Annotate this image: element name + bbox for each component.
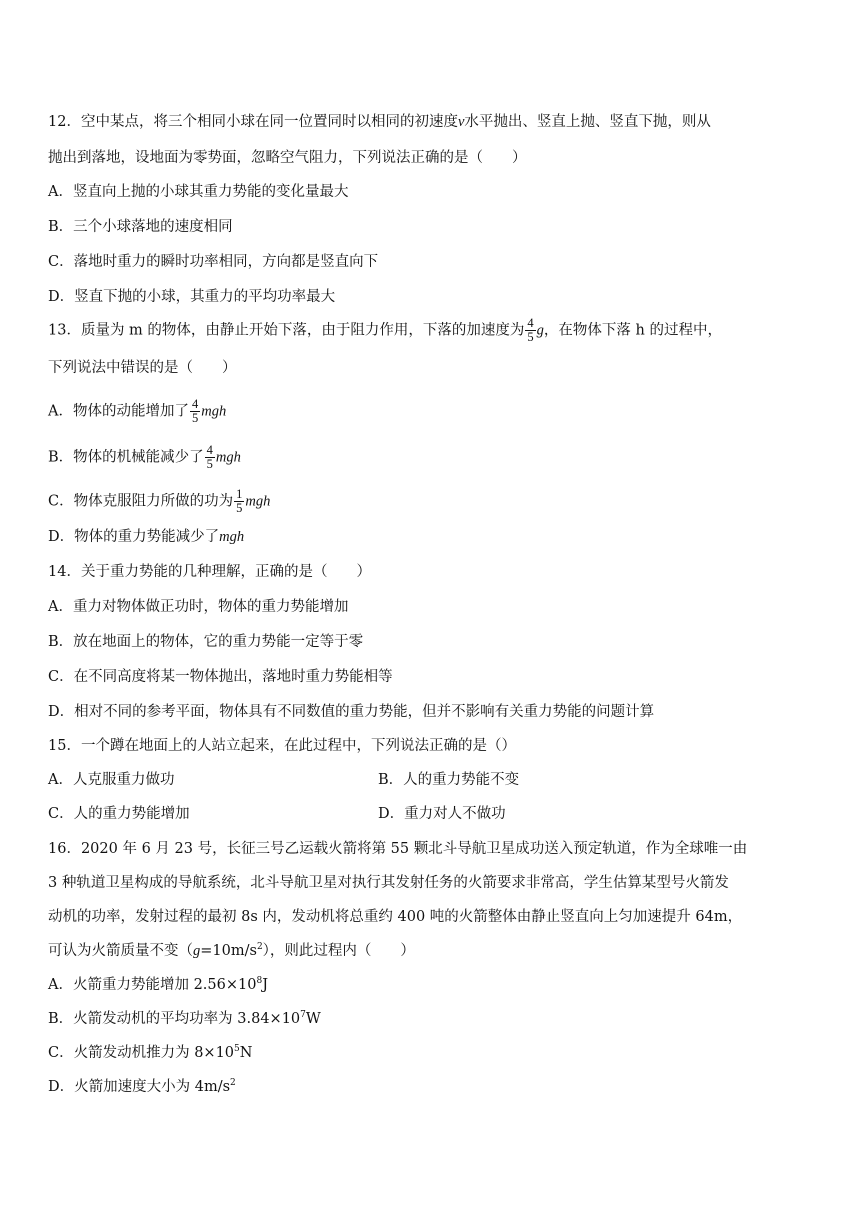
q13-option-a: A．物体的动能增加了 $\frac{4}{5}$ mgh bbox=[48, 397, 227, 425]
q14-option-d: D．相对不同的参考平面，物体具有不同数值的重力势能，但并不影响有关重力势能的问题计算 bbox=[48, 704, 655, 720]
q13-stem-line1 bbox=[48, 317, 722, 344]
q15-option-c: C．人的重力势能增加 bbox=[48, 806, 190, 822]
q12-option-d: D．竖直下抛的小球，其重力的平均功率最大 bbox=[48, 289, 336, 305]
q13-text-a: 13．质量为 m 的物体，由静止开始下落，由于阻力作用，下落的加速度为 bbox=[48, 322, 525, 339]
q13-stem-line2: 下列说法中错误的是（ ） bbox=[48, 360, 237, 376]
q13-accel-fraction: $\frac{4}{5}$ bbox=[527, 316, 534, 344]
q13-b-fraction: $\frac{4}{5}$ bbox=[206, 443, 213, 471]
q15-option-b: B．人的重力势能不变 bbox=[378, 772, 520, 788]
q15-option-a: A．人克服重力做功 bbox=[48, 772, 175, 788]
q14-option-c: C．在不同高度将某一物体抛出，落地时重力势能相等 bbox=[48, 669, 393, 685]
q12-var-v: v bbox=[457, 114, 465, 130]
q16-stem-line2: 3 种轨道卫星构成的导航系统，北斗导航卫星对执行其发射任务的火箭要求非常高，学生估算某型号火箭发 bbox=[48, 875, 729, 891]
q16-stem-line1: 16．2020 年 6 月 23 号，长征三号乙运载火箭将第 55 颗北斗导航卫星成功送入预定轨道，作为全球唯一由 bbox=[48, 841, 748, 857]
q12-option-c: C．落地时重力的瞬时功率相同，方向都是竖直向下 bbox=[48, 254, 379, 270]
q16-option-d: D．火箭加速度大小为 $4m/s^2$ bbox=[48, 1078, 236, 1095]
q13-option-d: D．物体的重力势能减少了mgh bbox=[48, 529, 245, 545]
q13-text-b: ，在物体下落 h 的过程中， bbox=[543, 322, 722, 339]
q15-stem: 15．一个蹲在地面上的人站立起来，在此过程中，下列说法正确的是（） bbox=[48, 738, 516, 754]
q13-a-fraction: $\frac{4}{5}$ bbox=[191, 397, 199, 425]
q12-option-a: A．竖直向上抛的小球其重力势能的变化量最大 bbox=[48, 184, 349, 200]
q16-stem-line3: 动机的功率，发射过程的最初 8s 内，发动机将总重约 400 吨的火箭整体由静止竖直向上匀加速提升 64m， bbox=[48, 909, 743, 925]
q16-option-c: C．火箭发动机推力为 $8\times 10^5N$ bbox=[48, 1044, 253, 1061]
q12-stem-line1 bbox=[48, 112, 711, 132]
q16-option-b: B．火箭发动机的平均功率为 $3.84\times 10^7W$ bbox=[48, 1010, 321, 1027]
q14-option-b: B．放在地面上的物体，它的重力势能一定等于零 bbox=[48, 634, 364, 650]
q13-c-fraction: $\frac{1}{5}$ bbox=[236, 487, 243, 515]
q12-text-a: 12．空中某点，将三个相同小球在同一位置同时以相同的初速度 bbox=[48, 114, 458, 130]
q14-option-a: A．重力对物体做正功时，物体的重力势能增加 bbox=[48, 599, 349, 615]
q12-text-b: 水平抛出、竖直上抛、竖直下抛，则从 bbox=[464, 114, 711, 130]
q12-option-b: B．三个小球落地的速度相同 bbox=[48, 219, 233, 235]
q13-var-g: g bbox=[536, 322, 544, 339]
q15-option-d: D．重力对人不做功 bbox=[378, 806, 506, 822]
q13-option-b: B．物体的机械能减少了 $\frac{4}{5}$ mgh bbox=[48, 443, 241, 471]
q12-stem-line2: 抛出到落地，设地面为零势面，忽略空气阻力，下列说法正确的是（ ） bbox=[48, 150, 527, 166]
q16-stem-line4: 可认为火箭质量不变$(g=10m/s^2)$，则此过程内（ ） bbox=[48, 942, 415, 959]
q16-option-a: A．火箭重力势能增加 $2.56\times 10^8J$ bbox=[48, 976, 269, 993]
q13-option-c: C．物体克服阻力所做的功为 $\frac{1}{5}$ mgh bbox=[48, 487, 271, 515]
q14-stem: 14．关于重力势能的几种理解，正确的是（ ） bbox=[48, 564, 371, 580]
